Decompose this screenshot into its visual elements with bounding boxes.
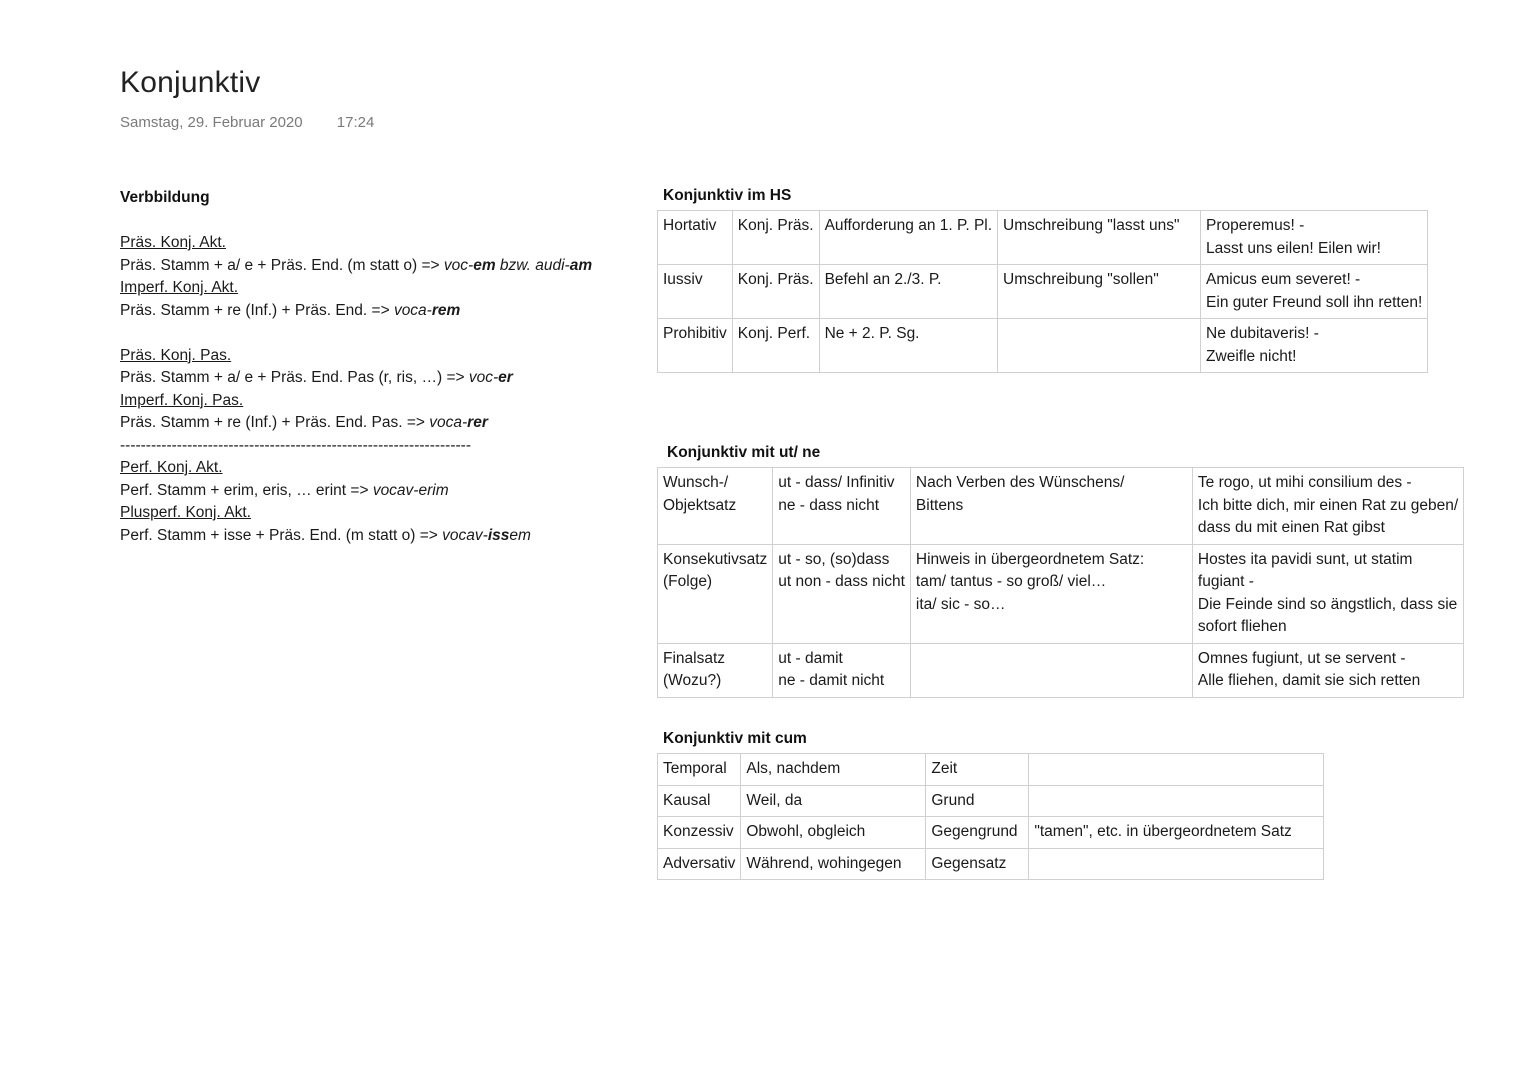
table-cell [1029,754,1324,786]
table-cell: ut - damit ne - damit nicht [773,643,911,697]
ut-table [657,467,1464,698]
table-cell: Gegensatz [926,848,1029,880]
hs-heading: Konjunktiv im HS [663,187,792,204]
rule-text: Präs. Stamm + a/ e + Präs. End. Pas (r, ris, …) => voc-er [120,369,513,386]
page-date: Samstag, 29. Februar 2020 [120,114,303,131]
table-cell: Hinweis in übergeordnetem Satz: tam/ tantus - so groß/ viel… ita/ sic - so… [910,544,1192,643]
table-row [658,785,1324,817]
table-cell: "tamen", etc. in übergeordnetem Satz [1029,817,1324,849]
table-cell: Konj. Perf. [732,319,819,373]
table-cell: Während, wohingegen [741,848,926,880]
table-cell: Hortativ [658,211,733,265]
table-cell [1029,785,1324,817]
table-cell: Ne dubitaveris! - Zweifle nicht! [1201,319,1428,373]
table-cell: Weil, da [741,785,926,817]
table-cell: Finalsatz (Wozu?) [658,643,773,697]
rule-text: Präs. Stamm + re (Inf.) + Präs. End. Pas. => voca-rer [120,414,488,431]
rule-label: Imperf. Konj. Pas. [120,391,244,409]
table-cell: Adversativ [658,848,741,880]
table-cell: Gegengrund [926,817,1029,849]
table-cell: Properemus! - Lasst uns eilen! Eilen wir! [1201,211,1428,265]
table-row [658,319,1428,373]
verbbildung-section [120,187,640,547]
ut-heading: Konjunktiv mit ut/ ne [667,444,821,461]
table-cell: Konzessiv [658,817,741,849]
table-cell: Iussiv [658,265,733,319]
separator: -------------------------------------------------------------------- [120,436,471,454]
table-cell: Ne + 2. P. Sg. [819,319,997,373]
rule-label: Perf. Konj. Akt. [120,459,223,476]
table-cell: Te rogo, ut mihi consilium des - Ich bitte dich, mir einen Rat zu geben/ dass du mit einen Rat gibst [1192,468,1463,545]
rule-label: Präs. Konj. Pas. [120,346,232,364]
table-cell [1029,848,1324,880]
table-cell: Amicus eum severet! - Ein guter Freund soll ihn retten! [1201,265,1428,319]
table-cell [910,643,1192,697]
rule-label: Plusperf. Konj. Akt. [120,504,251,521]
table-cell: Umschreibung "lasst uns" [998,211,1201,265]
table-row [658,211,1428,265]
table-row [658,468,1464,545]
table-cell: Prohibitiv [658,319,733,373]
table-row [658,265,1428,319]
table-cell: Konj. Präs. [732,265,819,319]
table-cell: Als, nachdem [741,754,926,786]
table-cell: Temporal [658,754,741,786]
table-cell: Konsekutivsatz (Folge) [658,544,773,643]
table-row [658,643,1464,697]
table-cell: Befehl an 2./3. P. [819,265,997,319]
page-meta [120,114,404,131]
table-cell: Wunsch-/ Objektsatz [658,468,773,545]
table-cell: Zeit [926,754,1029,786]
table-row [658,848,1324,880]
table-cell: Omnes fugiunt, ut se servent - Alle fliehen, damit sie sich retten [1192,643,1463,697]
cum-table [657,753,1324,880]
hs-table [657,210,1428,373]
page-time: 17:24 [336,114,375,131]
table-cell: ut - so, (so)dass ut non - dass nicht [773,544,911,643]
verbbildung-heading: Verbbildung [120,189,210,206]
table-row [658,754,1324,786]
rule-text: Perf. Stamm + isse + Präs. End. (m statt o) => vocav-issem [120,526,531,544]
table-cell: Hostes ita pavidi sunt, ut statim fugiant - Die Feinde sind so ängstlich, dass sie sofort fliehen [1192,544,1463,643]
table-row [658,544,1464,643]
table-cell: Obwohl, obgleich [741,817,926,849]
table-row [658,817,1324,849]
rule-label: Präs. Konj. Akt. [120,234,226,251]
rule-text: Präs. Stamm + re (Inf.) + Präs. End. => voca-rem [120,301,461,319]
table-cell: Aufforderung an 1. P. Pl. [819,211,997,265]
table-cell: ut - dass/ Infinitiv ne - dass nicht [773,468,911,545]
table-cell [998,319,1201,373]
rule-text: Perf. Stamm + erim, eris, … erint => vocav-erim [120,481,449,499]
table-cell: Nach Verben des Wünschens/ Bittens [910,468,1192,545]
table-cell: Umschreibung "sollen" [998,265,1201,319]
rule-text: Präs. Stamm + a/ e + Präs. End. (m statt o) => voc-em bzw. audi-am [120,256,593,274]
table-cell: Konj. Präs. [732,211,819,265]
rule-label: Imperf. Konj. Akt. [120,279,239,296]
cum-heading: Konjunktiv mit cum [663,730,807,747]
page-title: Konjunktiv [120,66,261,99]
table-cell: Kausal [658,785,741,817]
table-cell: Grund [926,785,1029,817]
